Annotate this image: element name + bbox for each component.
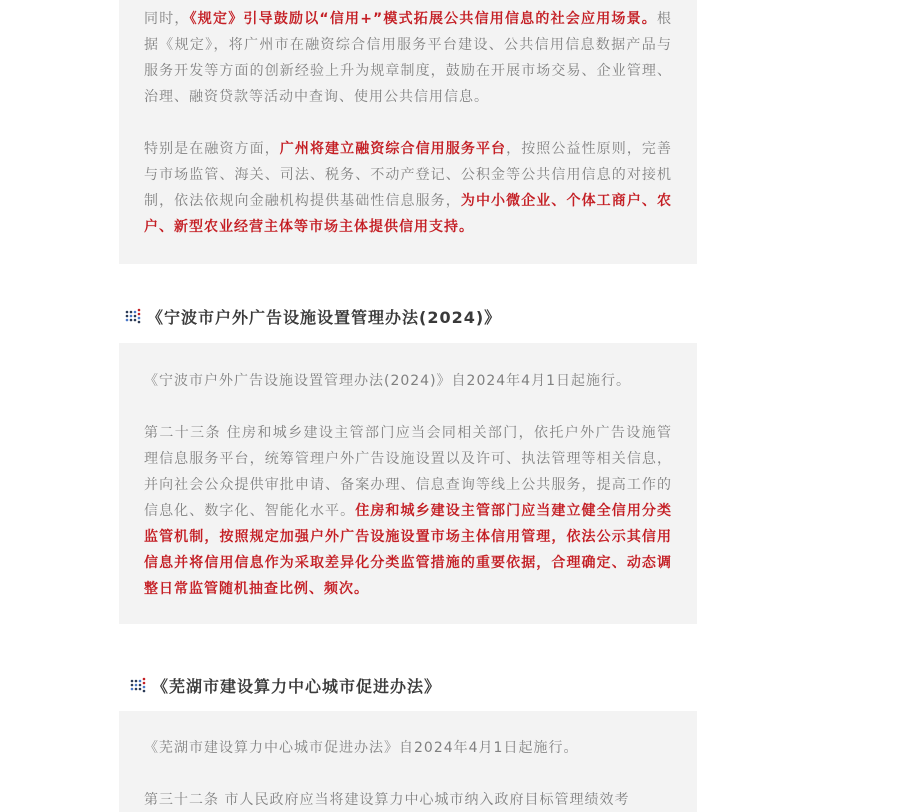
section-heading-wuhu — [130, 671, 441, 699]
body-text: 第二十三条 住房和城乡建设主管部门应当会同相关部门，依托户外广告设施管理信息服务平台，统筹管理户外广告设施设置以及许可、执法管理等相关信息，并向社会公众提供审批申请、备案办理、信息查询等线上公共服务，提高工作的信息化、数字化、智能化水平。 — [144, 425, 672, 519]
paragraph: 第三十二条 市人民政府应当将建设算力中心城市纳入政府目标管理绩效考 — [144, 792, 630, 808]
paragraph: 《宁波市户外广告设施设置管理办法(2024)》自2024年4月1日起施行。 — [144, 373, 631, 389]
body-text: 同时， — [144, 11, 190, 27]
paragraph — [144, 6, 672, 110]
body-text: 特别是在融资方面， — [144, 141, 280, 157]
dots-grid-icon — [130, 677, 146, 693]
body-text: 根据《规定》，将广州市在融资综合信用服务平台建设、公共信用信息数据产品与服务开发等方面的创新经验上升为规章制度，鼓励在开展市场交易、企业管理、治理、融资贷款等活动中查询、使用公共信用信息。 — [144, 11, 672, 105]
section-title: 《宁波市户外广告设施设置管理办法(2024)》 — [147, 307, 502, 327]
paragraph: 《芜湖市建设算力中心城市促进办法》自2024年4月1日起施行。 — [144, 740, 579, 756]
highlight-text: 为中小微企业、个体工商户、农户、新型农业经营主体等市场主体提供信用支持。 — [144, 193, 673, 235]
section-title: 《芜湖市建设算力中心城市促进办法》 — [152, 676, 442, 696]
body-text: ，按照公益性原则，完善与市场监管、海关、司法、税务、不动产登记、公积金等公共信用信息的对接机制，依法依规向金融机构提供基础性信息服务， — [144, 141, 673, 209]
quote-box-guangzhou — [119, 0, 697, 264]
highlight-text: 住房和城乡建设主管部门应当建立健全信用分类监管机制，按照规定加强户外广告设施设置市场主体信用管理，依法公示其信用信息并将信用信息作为采取差异化分类监管措施的重要依据，合理确定、动态调整日常监管随机抽查比例、频次。 — [144, 503, 672, 597]
paragraph — [144, 420, 672, 602]
section-heading-ningbo — [125, 302, 501, 330]
highlight-text: 广州将建立融资综合信用服务平台 — [279, 141, 507, 157]
quote-box-ningbo — [119, 343, 697, 624]
highlight-text: 《规定》引导鼓励以“信用+”模式拓展公共信用信息的社会应用场景。 — [189, 11, 657, 27]
dots-grid-icon — [125, 308, 141, 324]
quote-box-wuhu — [119, 711, 697, 812]
paragraph — [144, 136, 672, 240]
